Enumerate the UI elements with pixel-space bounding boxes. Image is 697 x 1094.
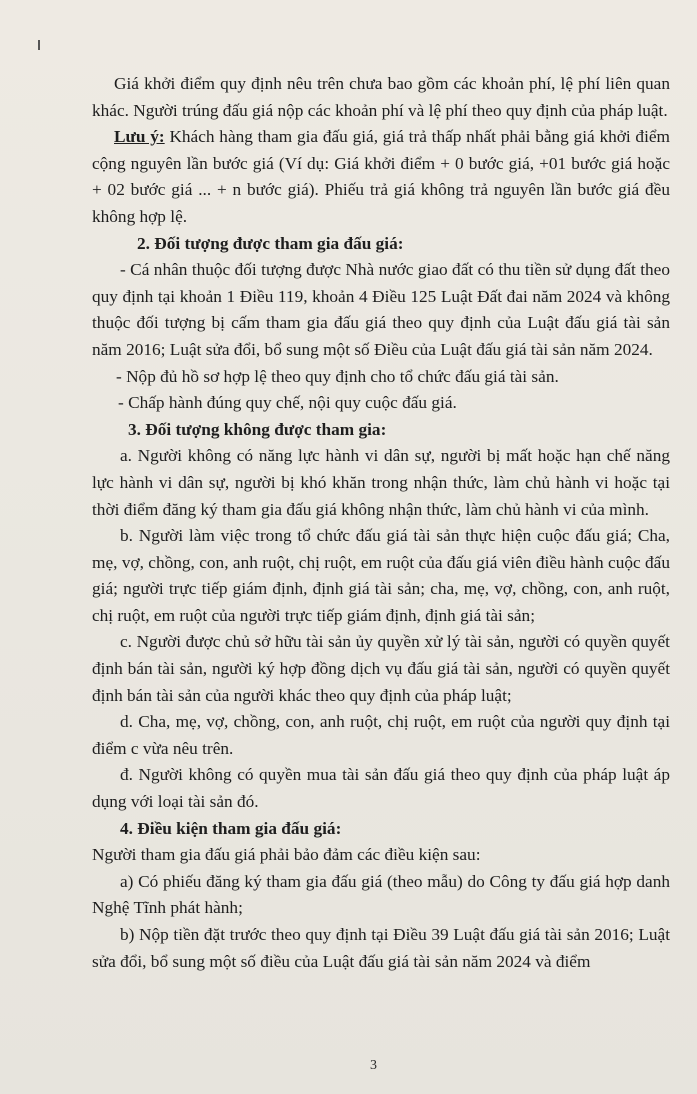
section-3-item-b: b. Người làm việc trong tổ chức đấu giá tài sản thực hiện cuộc đấu giá; Cha, mẹ, vợ, chồng, con, anh ruột, chị ruột, em ruột của đấu giá viên điều hành cuộc đấu giá; người trực tiếp giám định, định giá tài sản; cha, mẹ, vợ, chồng, con, anh ruột, chị ruột, em ruột của người trực tiếp giám định, định giá tài sản;: [92, 526, 670, 625]
section-3-item-a: a. Người không có năng lực hành vi dân sự, người bị mất hoặc hạn chế năng lực hành vi dân sự, người bị khó khăn trong nhận thức, làm chủ hành vi hoặc tại thời điểm đăng ký tham gia đấu giá không nhận thức, làm chủ hành vi của mình.: [92, 446, 670, 519]
section-2-title: 2. Đối tượng được tham gia đấu giá:: [137, 233, 404, 253]
section-3-title: 3. Đối tượng không được tham gia:: [128, 419, 387, 439]
section-4-intro: Người tham gia đấu giá phải bảo đảm các điều kiện sau:: [92, 845, 481, 865]
section-2-item-1: - Cá nhân thuộc đối tượng được Nhà nước giao đất có thu tiền sử dụng đất theo quy định tại khoản 1 Điều 119, khoản 4 Điều 125 Luật Đất đai năm 2024 và không thuộc đối tượng bị cấm tham gia đấu giá theo quy định của Luật đấu giá tài sản năm 2016; Luật sửa đổi, bổ sung một số Điều của Luật đấu giá tài sản năm 2024.: [92, 260, 670, 359]
section-4-title: 4. Điều kiện tham gia đấu giá:: [120, 818, 342, 838]
section-3-item-d: d. Cha, mẹ, vợ, chồng, con, anh ruột, chị ruột, em ruột của người quy định tại điểm c vừa nêu trên.: [92, 712, 670, 758]
section-2-item-3: - Chấp hành đúng quy chế, nội quy cuộc đấu giá.: [118, 393, 457, 413]
note-paragraph: [92, 124, 670, 230]
section-4-item-b: b) Nộp tiền đặt trước theo quy định tại Điều 39 Luật đấu giá tài sản 2016; Luật sửa đổi, bổ sung một số điều của Luật đấu giá tài sản năm 2024 và điểm: [92, 925, 670, 971]
section-4-item-a: a) Có phiếu đăng ký tham gia đấu giá (theo mẫu) do Công ty đấu giá hợp danh Nghệ Tĩnh phát hành;: [92, 871, 670, 918]
section-3-item-dd: đ. Người không có quyền mua tài sản đấu giá theo quy định của pháp luật áp dụng với loại tài sản đó.: [92, 765, 670, 812]
note-text: Khách hàng tham gia đấu giá, giá trả thấp nhất phải bằng giá khởi điểm cộng nguyên lần bước giá (Ví dụ: Giá khởi điểm + 0 bước giá, +01 bước giá hoặc + 02 bước giá ... + n bước giá). Phiếu trả giá không trả nguyên lần bước giá đều không hợp lệ.: [92, 127, 670, 226]
scan-mark: [38, 40, 40, 50]
document-body: [92, 71, 670, 975]
note-label: Lưu ý:: [114, 127, 165, 147]
section-2-item-2: - Nộp đủ hồ sơ hợp lệ theo quy định cho tổ chức đấu giá tài sản.: [116, 366, 559, 386]
page-number: 3: [370, 1058, 377, 1073]
section-3-item-c: c. Người được chủ sở hữu tài sản ủy quyền xử lý tài sản, người có quyền quyết định bán tài sản, người ký hợp đồng dịch vụ đấu giá tài sản, người có quyền quyết định bán tài sản của người khác theo quy định của pháp luật;: [92, 632, 670, 705]
fee-paragraph: Giá khởi điểm quy định nêu trên chưa bao gồm các khoản phí, lệ phí liên quan khác. Người trúng đấu giá nộp các khoản phí và lệ phí theo quy định của pháp luật.: [92, 74, 670, 120]
